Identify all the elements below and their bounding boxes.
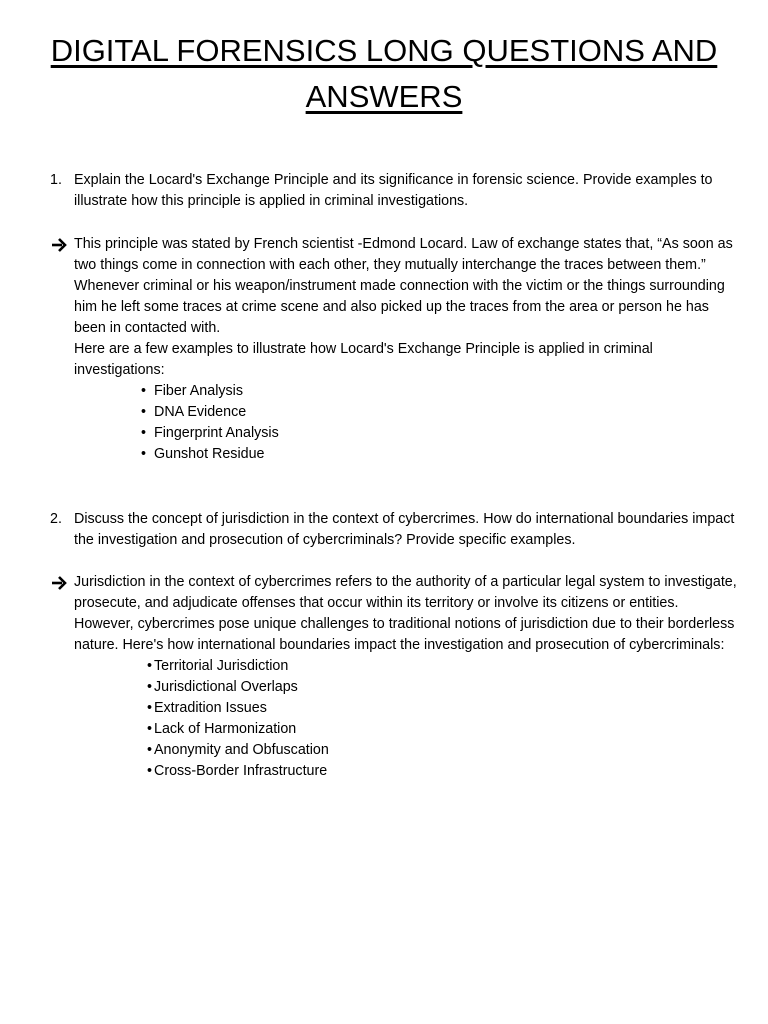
- answer-1-bullet-list: [74, 381, 742, 465]
- list-item: • Jurisdictional Overlaps: [74, 677, 742, 698]
- question-2-text: Discuss the concept of jurisdiction in the context of cybercrimes. How do international boundaries impact the investigation and prosecution of cybercriminals? Provide specific examples.: [74, 511, 735, 548]
- answer-2-paragraph-1: Jurisdiction in the context of cybercrimes refers to the authority of a particular legal system to investigate, prosecute, and adjudicate offenses that occur within its territory or involve its citizens or entities. However, cybercrimes pose unique challenges to traditional notions of jurisdiction due to their borderless nature. Here's how international boundaries impact the investigation and prosecution of cybercriminals:: [74, 574, 737, 653]
- answer-2: [40, 572, 742, 782]
- list-item: • Territorial Jurisdiction: [74, 656, 742, 677]
- bullet-icon: •: [147, 658, 153, 674]
- arrow-right-icon: [50, 572, 70, 593]
- list-item: • Fiber Analysis: [74, 381, 742, 402]
- question-2: [40, 509, 742, 551]
- bullet-icon: •: [141, 383, 147, 399]
- bullet-icon: •: [147, 700, 153, 716]
- page-title-line-1: DIGITAL FORENSICS LONG QUESTIONS AND: [50, 33, 718, 68]
- question-1-number: 1.: [50, 172, 62, 188]
- bullet-icon: •: [147, 763, 153, 779]
- question-2-number: 2.: [50, 511, 62, 527]
- bullet-icon: •: [141, 425, 147, 441]
- list-item: • Gunshot Residue: [74, 444, 742, 465]
- bullet-icon: •: [147, 721, 153, 737]
- bullet-icon: •: [147, 742, 153, 758]
- list-item: • DNA Evidence: [74, 402, 742, 423]
- arrow-right-icon: [50, 234, 70, 255]
- page-title-line-2: ANSWERS: [305, 79, 463, 114]
- answer-1-paragraph-2: Here are a few examples to illustrate how Locard's Exchange Principle is applied in criminal investigations:: [74, 341, 653, 378]
- list-item: • Fingerprint Analysis: [74, 423, 742, 444]
- page-title: [40, 28, 728, 120]
- list-item: • Extradition Issues: [74, 698, 742, 719]
- answer-1: [40, 234, 742, 465]
- question-1: [40, 170, 742, 212]
- bullet-icon: •: [141, 404, 147, 420]
- answer-2-bullet-list: [74, 656, 742, 782]
- bullet-icon: •: [147, 679, 153, 695]
- question-1-text: Explain the Locard's Exchange Principle and its significance in forensic science. Provide examples to illustrate how this principle is applied in criminal investigations.: [74, 172, 713, 209]
- bullet-icon: •: [141, 446, 147, 462]
- list-item: • Lack of Harmonization: [74, 719, 742, 740]
- answer-1-paragraph-1: This principle was stated by French scientist -Edmond Locard. Law of exchange states that, “As soon as two things come in connection with each other, they mutually interchange the traces between them.” Whenever criminal or his weapon/instrument made connection with the victim or the things surrounding him he left some traces at crime scene and also picked up the traces from the area or person he has been in contacted with.: [74, 236, 733, 336]
- list-item: • Anonymity and Obfuscation: [74, 740, 742, 761]
- list-item: • Cross-Border Infrastructure: [74, 761, 742, 782]
